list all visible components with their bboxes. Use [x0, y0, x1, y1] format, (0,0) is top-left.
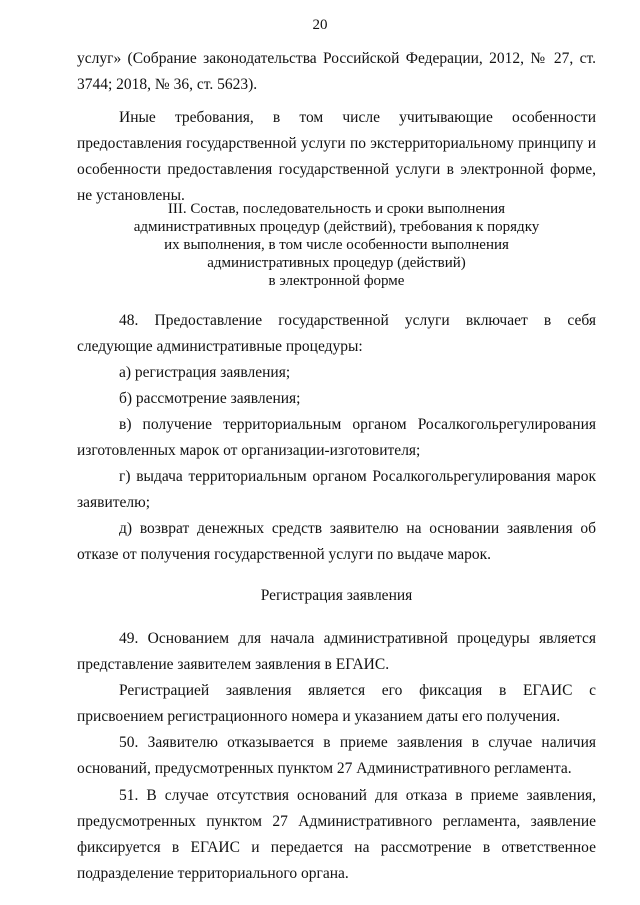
paragraph-other-requirements: Иные требования, в том числе учитывающие особенности предоставления государственной услуги по экстерриториальному принципу и особенности предоставления государственной услуги в электронной форме, не установлены. [77, 109, 596, 204]
subheading-registration: Регистрация заявления [260, 587, 413, 604]
section-heading [77, 200, 596, 290]
paragraph-item-49-note: Регистрацией заявления является его фиксация в ЕГАИС с присвоением регистрационного номера и указанием даты его получения. [77, 682, 596, 725]
paragraph-item-49: 49. Основанием для начала административной процедуры является представление заявителем заявления в ЕГАИС. [77, 630, 596, 673]
list-item-48-c: в) получение территориальным органом Росалкогольрегулирования изготовленных марок от организации-изготовителя; [77, 416, 596, 459]
section-heading-line: административных процедур (действий) [207, 255, 466, 271]
list-item-48-b: б) рассмотрение заявления; [119, 390, 301, 407]
section-heading-line: III. Состав, последовательность и сроки выполнения [167, 201, 506, 217]
list-item-48-d: г) выдача территориальным органом Росалкогольрегулирования марок заявителю; [77, 468, 596, 511]
paragraph-item-51: 51. В случае отсутствия оснований для отказа в приеме заявления, предусмотренных пунктом 27 Административного регламента, заявление фиксируется в ЕГАИС и передается на рассмотрение в ответственное подразделение территориального органа. [77, 787, 596, 882]
paragraph-item-48: 48. Предоставление государственной услуги включает в себя следующие административные процедуры: [77, 312, 596, 355]
page-number: 20 [312, 17, 328, 33]
section-heading-line: их выполнения, в том числе особенности выполнения [164, 237, 509, 253]
section-heading-line: в электронной форме [268, 273, 405, 289]
section-heading-line: административных процедур (действий), требования к порядку [133, 219, 540, 235]
paragraph-item-50: 50. Заявителю отказывается в приеме заявления в случае наличия оснований, предусмотренных пунктом 27 Административного регламента. [77, 734, 596, 777]
paragraph-continuation: услуг» (Собрание законодательства Российской Федерации, 2012, № 27, ст. 3744; 2018, № 36, ст. 5623). [77, 50, 596, 93]
list-item-48-e: д) возврат денежных средств заявителю на основании заявления об отказе от получения государственной услуги по выдаче марок. [77, 520, 596, 563]
list-item-48-a: а) регистрация заявления; [119, 364, 291, 381]
